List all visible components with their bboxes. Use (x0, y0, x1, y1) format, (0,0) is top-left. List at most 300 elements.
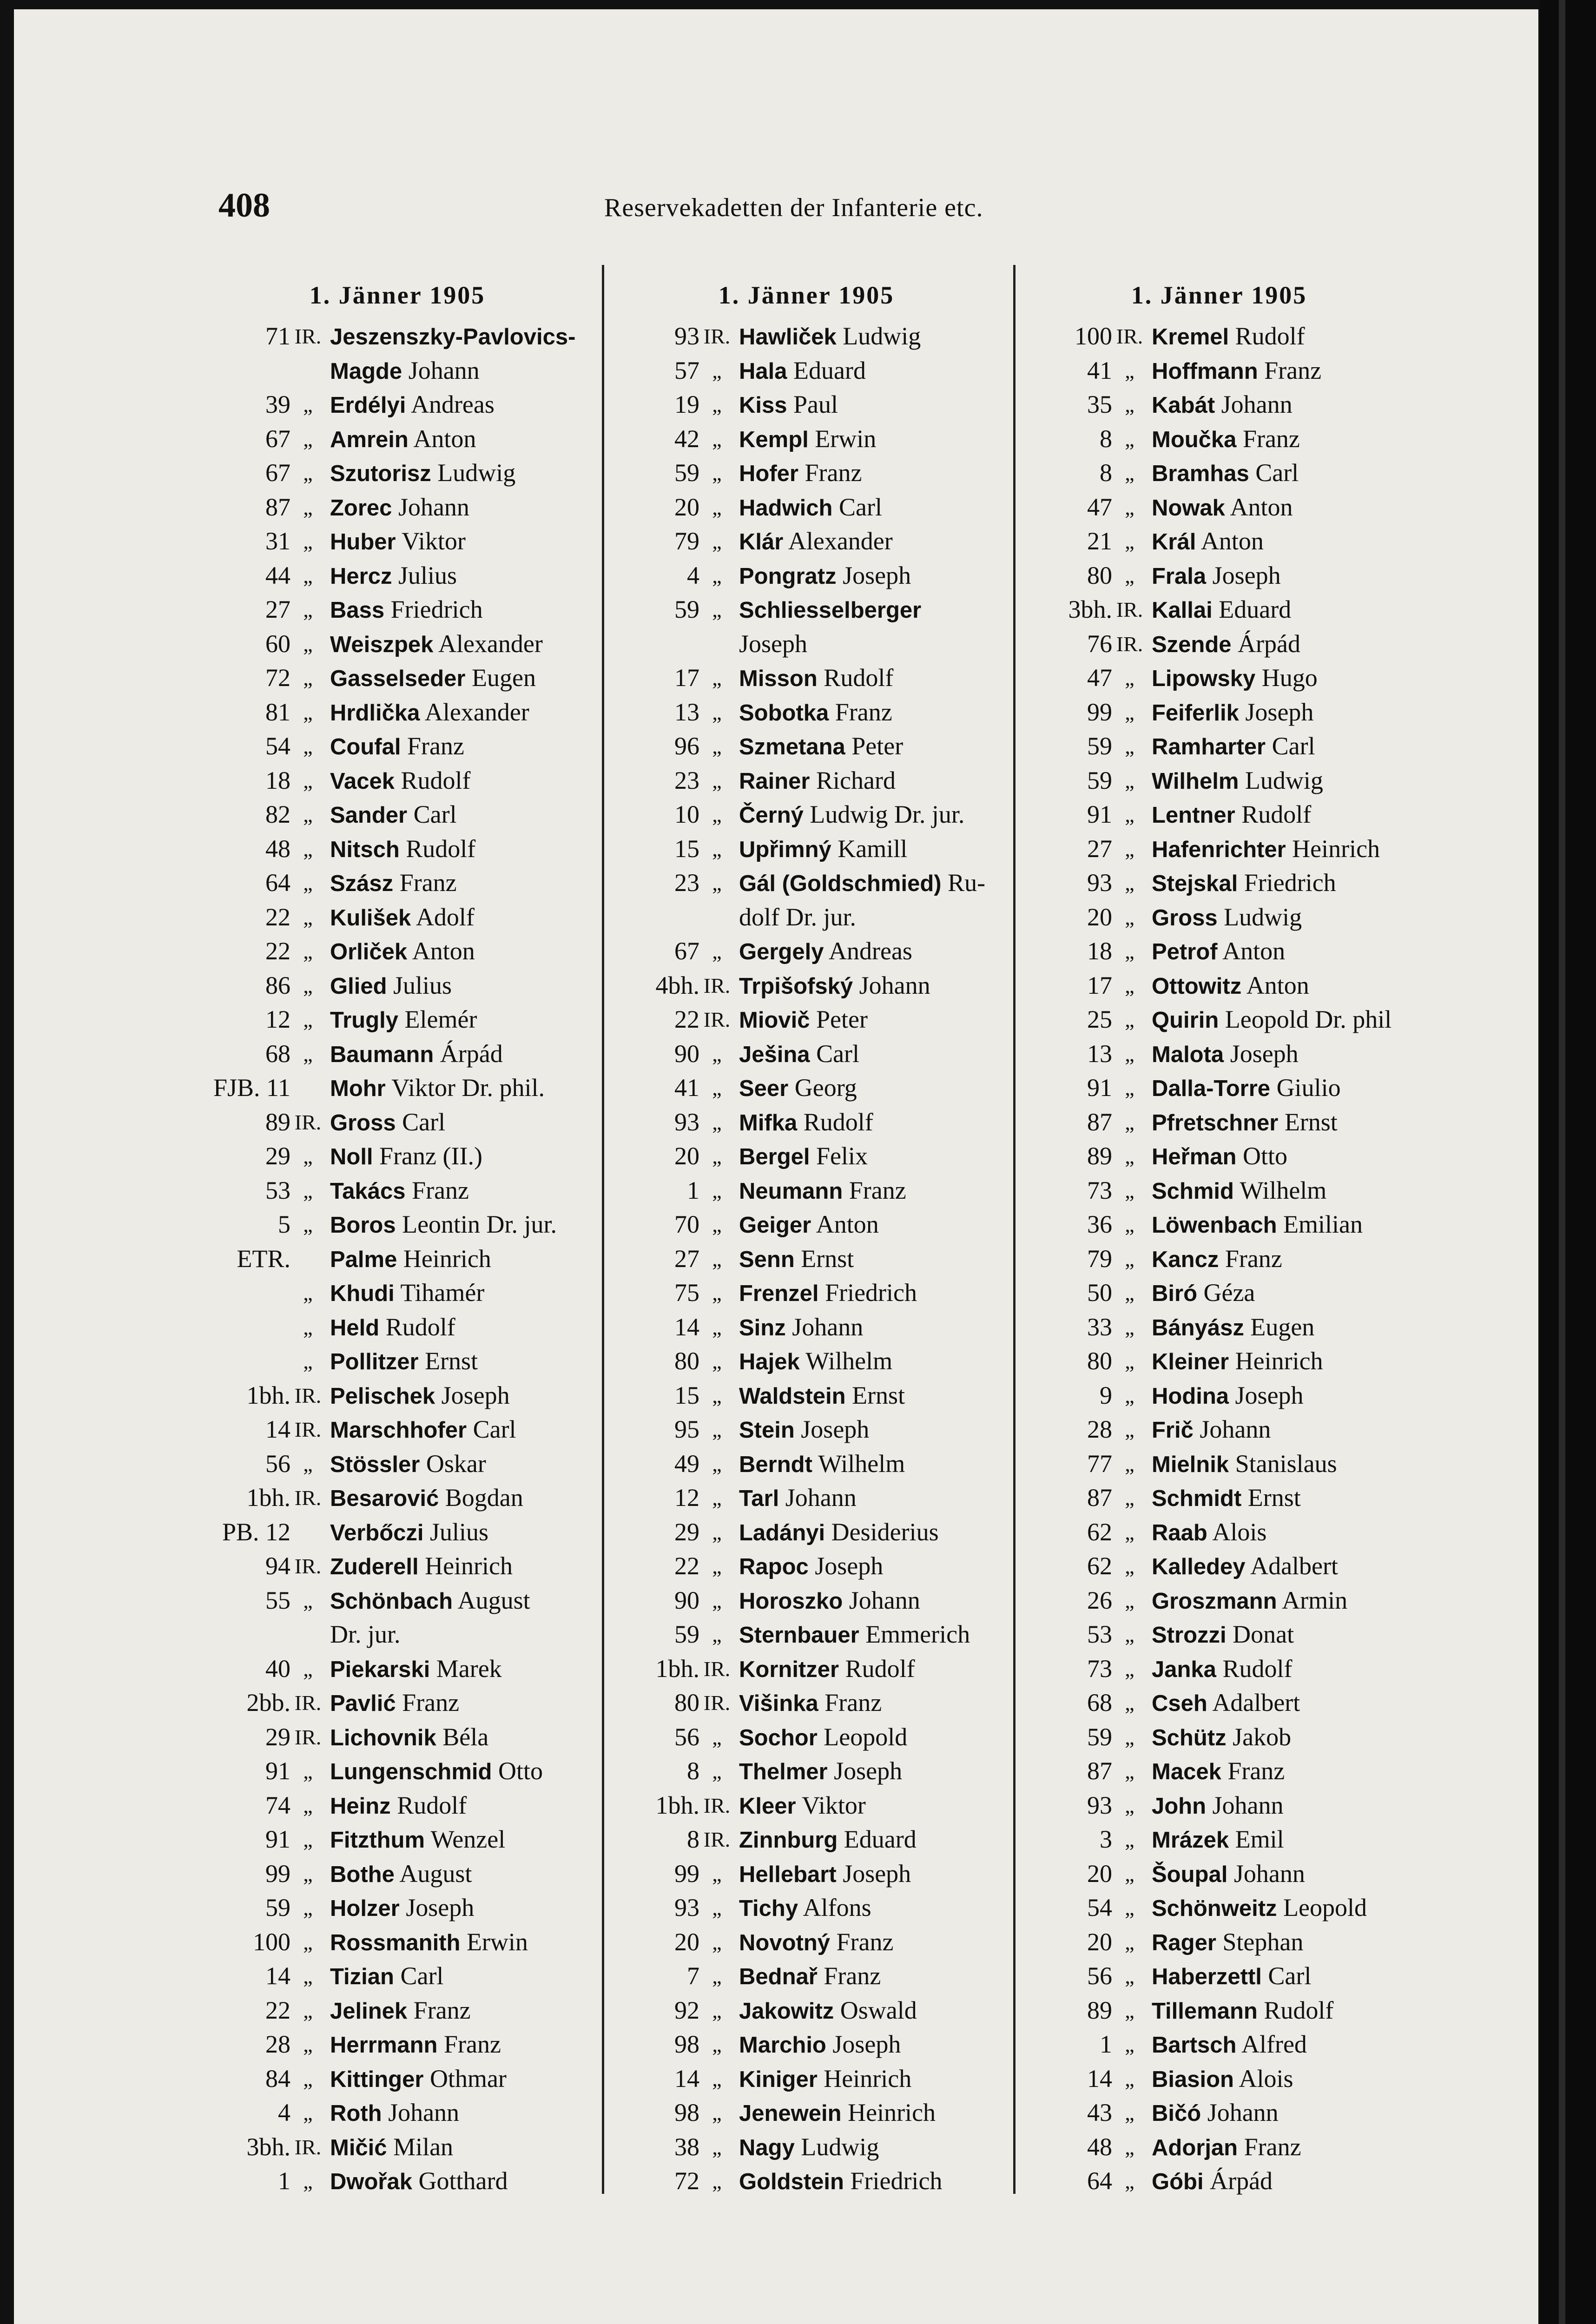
unit-type: „ (303, 905, 313, 929)
column-3 (1017, 277, 1421, 2199)
cadet-name (734, 1652, 915, 1686)
unit-type: „ (1125, 1930, 1134, 1954)
given-name: Joseph (843, 1859, 911, 1888)
given-name: Franz (1264, 356, 1322, 384)
given-name: Ernst (852, 1381, 905, 1409)
roster-entry (1017, 2130, 1421, 2165)
surname: Noll (330, 1144, 373, 1169)
regiment-number: 14 (265, 1415, 290, 1443)
given-name: Joseph (441, 1381, 510, 1409)
roster-entry (604, 969, 1009, 1003)
unit-type: „ (1125, 1862, 1134, 1886)
cadet-name (325, 969, 452, 1003)
given-name: Franz (1242, 424, 1300, 453)
unit-type: „ (712, 1281, 722, 1305)
regiment-number: 93 (674, 1894, 699, 1921)
given-name: Otto (498, 1757, 543, 1785)
cadet-name (734, 1891, 871, 1925)
cadet-name (734, 354, 866, 388)
roster-entry (1017, 1174, 1421, 1208)
surname: Bramhas (1152, 461, 1249, 486)
surname: Jenewein (739, 2101, 842, 2126)
given-name: Johann (785, 1484, 857, 1512)
cadet-name (734, 1549, 883, 1584)
surname: Khudi (330, 1281, 395, 1306)
surname: Bergel (739, 1144, 810, 1169)
roster-entry (1017, 388, 1421, 422)
unit-type: „ (712, 2169, 722, 2193)
regiment-number: 67 (265, 459, 290, 487)
surname: Tichy (739, 1896, 798, 1921)
given-name: Adalbert (1212, 1689, 1300, 1717)
roster-entry (1017, 1447, 1421, 1481)
given-name: Adolf (415, 903, 475, 931)
regiment-number: 57 (674, 356, 699, 384)
unit-type: IR. (703, 324, 731, 348)
roster-entry (1017, 1413, 1421, 1447)
regiment-number: 68 (265, 1039, 290, 1068)
given-name: Anton (413, 424, 476, 453)
regiment-number: 99 (674, 1859, 699, 1888)
regiment-number: 84 (265, 2064, 290, 2093)
surname: Amrein (330, 427, 409, 452)
roster-entry (604, 1686, 1009, 1720)
cadet-name (1147, 1618, 1294, 1652)
surname: Berndt (739, 1452, 812, 1477)
unit-type: „ (1125, 1657, 1134, 1681)
roster-entry (604, 1208, 1009, 1242)
roster-entry (1017, 729, 1421, 764)
given-name: Heinrich (848, 2099, 936, 2126)
cadet-name (1147, 319, 1305, 354)
roster-entry (195, 1822, 600, 1857)
cadet-name (734, 1789, 866, 1823)
regiment-number (604, 627, 699, 661)
regiment-number: 17 (1087, 971, 1112, 999)
regiment-number: 89 (1087, 1996, 1112, 2024)
cadet-name (734, 524, 893, 559)
given-name: Ernst (1284, 1108, 1338, 1136)
given-name: Peter (851, 732, 904, 760)
unit-type: „ (712, 1896, 722, 1920)
given-name: Paul (793, 390, 838, 418)
given-name: Elemér (404, 1005, 477, 1033)
cadet-name (734, 1857, 911, 1891)
cadet-name (325, 1071, 545, 1105)
unit-type: „ (1125, 2033, 1134, 2056)
given-name: Viktor (402, 527, 466, 555)
surname: Dalla-Torre (1152, 1076, 1271, 1101)
regiment-number: 99 (1087, 698, 1112, 726)
given-name: Heinrich (1292, 834, 1380, 863)
surname: Kittinger (330, 2067, 424, 2092)
surname: Moučka (1152, 427, 1237, 452)
unit-type: „ (303, 1964, 313, 1988)
cadet-name (1147, 627, 1300, 661)
surname: Misson (739, 666, 818, 691)
regiment-number: 68 (1087, 1689, 1112, 1717)
unit-type: „ (303, 1862, 313, 1886)
cadet-name (1147, 934, 1285, 969)
given-name: Franz (849, 1176, 906, 1204)
surname: John (1152, 1793, 1207, 1819)
given-name: Franz (836, 1928, 894, 1956)
regiment-number: 27 (265, 595, 290, 623)
regiment-number: 22 (674, 1005, 699, 1033)
unit-type: „ (712, 1486, 722, 1510)
roster-entry (604, 2130, 1009, 2165)
regiment-number: 93 (1087, 869, 1112, 897)
cadet-name (325, 354, 480, 388)
given-name: Joseph (832, 2030, 901, 2058)
unit-type: „ (303, 495, 313, 519)
surname: Jelinek (330, 1998, 408, 2024)
cadet-name (734, 319, 921, 354)
unit-type: IR. (294, 1110, 322, 1134)
roster-entry (604, 764, 1009, 798)
roster-entry (195, 1413, 600, 1447)
given-name: Johann (1207, 2099, 1279, 2126)
cadet-name (734, 388, 838, 422)
surname: Biasion (1152, 2067, 1234, 2092)
regiment-number: 40 (265, 1654, 290, 1683)
surname: Holzer (330, 1896, 400, 1921)
unit-type: „ (1125, 1383, 1134, 1407)
surname: Sander (330, 803, 408, 828)
roster-entry (195, 764, 600, 798)
unit-type: „ (712, 1725, 722, 1749)
regiment-number: 2bb. (246, 1689, 290, 1717)
surname: Szutorisz (330, 461, 431, 486)
roster-list (195, 319, 600, 2199)
regiment-number: 20 (1087, 1859, 1112, 1888)
regiment-number: 1 (1100, 2030, 1112, 2058)
unit-type: „ (1125, 2169, 1134, 2193)
cadet-name (325, 1822, 505, 1857)
surname: Bartsch (1152, 2033, 1237, 2058)
roster-entry (1017, 900, 1421, 935)
regiment-number: 36 (1087, 1210, 1112, 1238)
roster-entry (1017, 354, 1421, 388)
unit-type: „ (1125, 563, 1134, 588)
cadet-name (734, 798, 964, 832)
surname: Löwenbach (1152, 1213, 1277, 1238)
regiment-number: 71 (265, 322, 290, 350)
cadet-name (734, 1959, 881, 1994)
given-name: Marek (436, 1654, 502, 1683)
given-name: Carl (413, 800, 457, 828)
roster-entry (1017, 1959, 1421, 1994)
surname: Gross (1152, 905, 1218, 931)
regiment-number: 4bh. (655, 971, 699, 999)
regiment-number: 41 (674, 1074, 699, 1102)
unit-type: „ (303, 1828, 313, 1851)
regiment-number: 50 (1087, 1279, 1112, 1307)
surname: Novotný (739, 1930, 830, 1955)
given-name: Rudolf (1264, 1996, 1334, 2024)
unit-type: IR. (703, 1008, 731, 1031)
surname: Ottowitz (1152, 973, 1242, 999)
unit-type: „ (712, 1520, 722, 1544)
given-name: Leopold (824, 1723, 908, 1751)
unit-type: „ (712, 2067, 722, 2091)
cadet-name (1147, 866, 1336, 900)
unit-type: „ (712, 768, 722, 792)
regiment-number: 56 (1087, 1962, 1112, 1990)
unit-type: IR. (294, 1486, 322, 1510)
cadet-name (1147, 1242, 1282, 1276)
regiment-number: 100 (253, 1928, 290, 1956)
unit-type: „ (1125, 837, 1134, 861)
regiment-number: 76 (1087, 629, 1112, 658)
roster-entry (1017, 1003, 1421, 1037)
surname: Huber (330, 529, 396, 555)
surname: Hajek (739, 1349, 800, 1374)
cadet-name (1147, 1720, 1291, 1755)
cadet-name (1147, 490, 1293, 525)
surname: Biró (1152, 1281, 1197, 1306)
regiment-number: 22 (265, 903, 290, 931)
surname: Orliček (330, 939, 408, 964)
cadet-name (325, 627, 543, 661)
unit-type: „ (1125, 1178, 1134, 1202)
unit-type: „ (303, 1042, 313, 1066)
regiment-number: 5 (278, 1210, 290, 1238)
cadet-name (1147, 969, 1309, 1003)
given-name: Rudolf (397, 1791, 467, 1819)
given-name: Rudolf (1235, 322, 1305, 350)
given-name: dolf Dr. jur. (739, 903, 856, 931)
given-name: Friedrich (825, 1279, 917, 1307)
cadet-name (325, 2096, 459, 2130)
cadet-name (1147, 1994, 1333, 2028)
unit-type: „ (712, 1110, 722, 1134)
roster-entry (1017, 1618, 1421, 1652)
regiment-number: 29 (265, 1723, 290, 1751)
surname: Hofer (739, 461, 798, 486)
cadet-name (1147, 1174, 1326, 1208)
regiment-number: 1bh. (246, 1381, 290, 1409)
roster-entry (604, 1925, 1009, 1960)
roster-entry (604, 1618, 1009, 1652)
roster-entry (604, 1481, 1009, 1515)
unit-type: IR. (1116, 632, 1143, 656)
cadet-name (1147, 1686, 1300, 1720)
surname: Hercz (330, 563, 392, 589)
surname: Kempl (739, 427, 809, 452)
unit-type: „ (1125, 1315, 1134, 1339)
surname: Hoffmann (1152, 358, 1258, 384)
roster-entry (604, 354, 1009, 388)
unit-type: „ (1125, 905, 1134, 929)
given-name: Heinrich (824, 2064, 912, 2093)
given-name: Friedrich (390, 595, 483, 623)
cadet-name (1147, 2027, 1307, 2062)
unit-type: IR. (294, 1691, 322, 1715)
surname: Palme (330, 1247, 397, 1272)
unit-type: „ (303, 632, 313, 656)
surname: Mohr (330, 1076, 386, 1101)
given-name: Ludwig Dr. jur. (810, 800, 965, 828)
unit-type: „ (303, 1588, 313, 1612)
surname: Trpišofský (739, 973, 853, 999)
unit-type: IR. (703, 1793, 731, 1817)
regiment-number: 87 (1087, 1108, 1112, 1136)
given-name: Leopold Dr. phil (1225, 1005, 1392, 1033)
cadet-name (325, 2130, 453, 2165)
surname: Held (330, 1315, 380, 1340)
unit-type: „ (1125, 1281, 1134, 1305)
surname: Janka (1152, 1657, 1216, 1682)
unit-type: „ (1125, 1042, 1134, 1066)
given-name: Franz (399, 869, 457, 897)
cadet-name (325, 1413, 516, 1447)
roster-entry (1017, 422, 1421, 456)
surname: Schmid (1152, 1178, 1234, 1204)
unit-type: „ (303, 1452, 313, 1476)
unit-type: „ (712, 1349, 722, 1373)
roster-entry (604, 1003, 1009, 1037)
regiment-number (195, 1276, 290, 1310)
unit-type: „ (303, 1657, 313, 1681)
roster-entry (1017, 764, 1421, 798)
regiment-number: 81 (265, 698, 290, 726)
given-name: Richard (816, 766, 896, 794)
roster-entry (604, 1344, 1009, 1379)
given-name: Alfons (803, 1894, 871, 1921)
cadet-name (1147, 798, 1311, 832)
given-name: Johann (1233, 1859, 1305, 1888)
regiment-number: 89 (1087, 1142, 1112, 1170)
roster-entry (1017, 1037, 1421, 1071)
cadet-name (734, 1720, 907, 1755)
regiment-number: 35 (1087, 390, 1112, 418)
roster-entry (195, 593, 600, 627)
roster-entry (195, 1686, 600, 1720)
surname: Hadwich (739, 495, 833, 521)
surname: Tizian (330, 1964, 394, 1989)
surname: Nagy (739, 2135, 795, 2160)
roster-entry (195, 1037, 600, 1071)
roster-entry (604, 832, 1009, 866)
surname: Marschhofer (330, 1418, 467, 1443)
given-name: Carl (473, 1415, 516, 1443)
unit-type: „ (712, 2135, 722, 2159)
given-name: Franz (443, 2030, 501, 2058)
given-name: Carl (402, 1108, 446, 1136)
given-name: Andreas (410, 390, 495, 418)
cadet-name (734, 456, 862, 490)
given-name: Franz (805, 459, 862, 487)
unit-type: „ (712, 1383, 722, 1407)
cadet-name (734, 764, 896, 798)
roster-entry (195, 1344, 600, 1379)
cadet-name (325, 1515, 488, 1550)
roster-entry (195, 934, 600, 969)
unit-type: „ (1125, 427, 1134, 451)
regiment-number: 77 (1087, 1449, 1112, 1478)
surname: Pongratz (739, 563, 837, 589)
surname: Stein (739, 1418, 795, 1443)
unit-type: „ (712, 461, 722, 485)
cadet-name (325, 1857, 472, 1891)
cadet-name (325, 1789, 467, 1823)
roster-entry (604, 1276, 1009, 1310)
given-name: Bogdan (445, 1484, 523, 1512)
unit-type: „ (1125, 1008, 1134, 1031)
regiment-number: 87 (265, 493, 290, 521)
regiment-number: 1bh. (246, 1484, 290, 1512)
cadet-name (1147, 1003, 1392, 1037)
cadet-name (1147, 1413, 1271, 1447)
regiment-number: 87 (1087, 1484, 1112, 1512)
unit-type (290, 1515, 325, 1550)
roster-entry (604, 319, 1009, 354)
unit-type: „ (303, 837, 313, 861)
given-name: Anton (1246, 971, 1309, 999)
surname: Pfretschner (1152, 1110, 1279, 1136)
given-name: Anton (816, 1210, 879, 1238)
given-name: Heinrich (403, 1244, 491, 1273)
cadet-name (734, 422, 876, 456)
roster-entry (1017, 2096, 1421, 2130)
cadet-name (325, 559, 457, 593)
cadet-name (734, 1071, 857, 1105)
roster-entry (195, 1105, 600, 1140)
cadet-name (734, 934, 912, 969)
cadet-name (325, 661, 536, 695)
unit-type: „ (712, 1144, 722, 1168)
given-name: Oskar (426, 1449, 486, 1478)
roster-entry (604, 627, 1009, 661)
unit-type: „ (303, 461, 313, 485)
cadet-name (325, 764, 471, 798)
cadet-name (734, 2164, 942, 2199)
roster-entry (1017, 1789, 1421, 1823)
surname: Bičó (1152, 2101, 1201, 2126)
regiment-number: 3bh. (1068, 595, 1112, 623)
cadet-name (1147, 1789, 1284, 1823)
cadet-name (325, 866, 457, 900)
regiment-number: 80 (1087, 561, 1112, 589)
cadet-name (1147, 524, 1264, 559)
given-name: Anton (412, 937, 475, 965)
regiment-number: 93 (674, 322, 699, 350)
surname: Frenzel (739, 1281, 819, 1306)
roster-entry (1017, 1276, 1421, 1310)
given-name: Stephan (1222, 1928, 1304, 1956)
regiment-number: 54 (1087, 1894, 1112, 1921)
regiment-number: FJB. 11 (213, 1074, 290, 1102)
surname: Hawliček (739, 324, 837, 350)
given-name: Rudolf (385, 1313, 455, 1341)
given-name: Carl (400, 1962, 444, 1990)
given-name: Desiderius (831, 1518, 939, 1546)
unit-type: IR. (294, 1554, 322, 1578)
surname: Kiss (739, 393, 787, 418)
unit-type: „ (1125, 2135, 1134, 2159)
regiment-number: 39 (265, 390, 290, 418)
unit-type: „ (1125, 1486, 1134, 1510)
roster-list (1017, 319, 1421, 2199)
given-name: Ru- (948, 869, 986, 897)
roster-entry (195, 1891, 600, 1925)
cadet-name (1147, 1037, 1299, 1071)
unit-type: „ (303, 1213, 313, 1236)
cadet-name (1147, 1857, 1305, 1891)
unit-type: IR. (703, 1828, 731, 1851)
given-name: Alois (1239, 2064, 1293, 2093)
